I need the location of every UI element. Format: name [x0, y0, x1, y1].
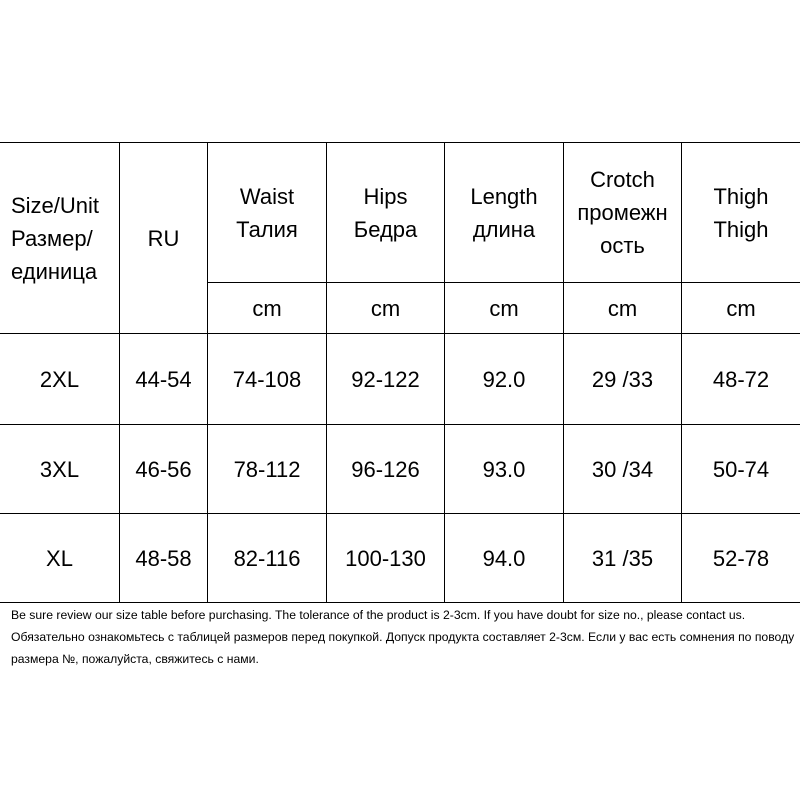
cell-size: 3XL: [39, 456, 80, 482]
header-waist: [208, 143, 326, 282]
header-crotch-line: Crotch: [590, 167, 655, 192]
table-border-bottom: [0, 602, 800, 603]
cell-thigh: 48-72: [712, 366, 770, 392]
cell-waist: 78-112: [233, 456, 301, 482]
header-size-unit-line: Size/Unit: [11, 192, 100, 218]
cell-size: XL: [46, 545, 73, 571]
cell-crotch: 31 /35: [591, 545, 654, 571]
header-length-line: длина: [472, 216, 536, 242]
header-thigh: [682, 143, 800, 282]
cell-thigh: 52-78: [712, 545, 770, 571]
cell-waist: 74-108: [232, 366, 302, 392]
note-russian: Обязательно ознакомьтесь с таблицей размеров перед покупкой. Допуск продукта составляет 2-3см. Если у вас есть сомнения по поводу: [11, 630, 795, 644]
header-length-line: Length: [470, 183, 538, 209]
cell-crotch: 29 /33: [591, 366, 654, 392]
header-size-unit-line: Размер/: [11, 225, 93, 251]
unit-crotch: cm: [607, 295, 638, 321]
cell-hips: 100-130: [345, 545, 426, 571]
note-russian-continued: размера №, пожалуйста, свяжитесь с нами.: [11, 652, 259, 666]
cell-ru: 44-54: [135, 366, 192, 392]
unit-hips: cm: [370, 295, 401, 321]
header-length: [445, 143, 563, 282]
header-crotch-line: ость: [600, 233, 645, 258]
cell-thigh: 50-74: [712, 456, 770, 482]
unit-waist: cm: [252, 295, 282, 321]
cell-waist: 82-116: [233, 545, 301, 571]
unit-thigh: cm: [726, 295, 756, 321]
cell-crotch: 30 /34: [591, 456, 654, 482]
cell-length: 92.0: [482, 366, 526, 392]
cell-ru: 46-56: [135, 456, 192, 482]
header-hips: [327, 143, 444, 282]
cell-hips: 92-122: [351, 366, 420, 392]
cell-length: 94.0: [482, 545, 526, 571]
header-size-unit: [0, 143, 119, 333]
header-size-unit-line: единица: [11, 258, 98, 284]
note-english: Be sure review our size table before purchasing. The tolerance of the product is 2-3cm. If you have doubt for size no., please contact us.: [11, 608, 746, 622]
header-crotch-line: промежн: [577, 200, 668, 225]
header-waist-line: Waist: [239, 183, 295, 209]
cell-length: 93.0: [482, 456, 526, 482]
header-thigh-line: Thigh: [713, 183, 769, 209]
header-ru: RU: [147, 225, 180, 251]
header-thigh-line: Thigh: [713, 216, 769, 242]
cell-size: 2XL: [39, 366, 80, 392]
unit-length: cm: [489, 295, 519, 321]
header-crotch: [564, 143, 681, 282]
header-waist-line: Талия: [236, 216, 298, 242]
cell-hips: 96-126: [351, 456, 420, 482]
header-hips-line: Бедра: [353, 216, 418, 242]
cell-ru: 48-58: [135, 545, 192, 571]
header-hips-line: Hips: [363, 183, 408, 209]
